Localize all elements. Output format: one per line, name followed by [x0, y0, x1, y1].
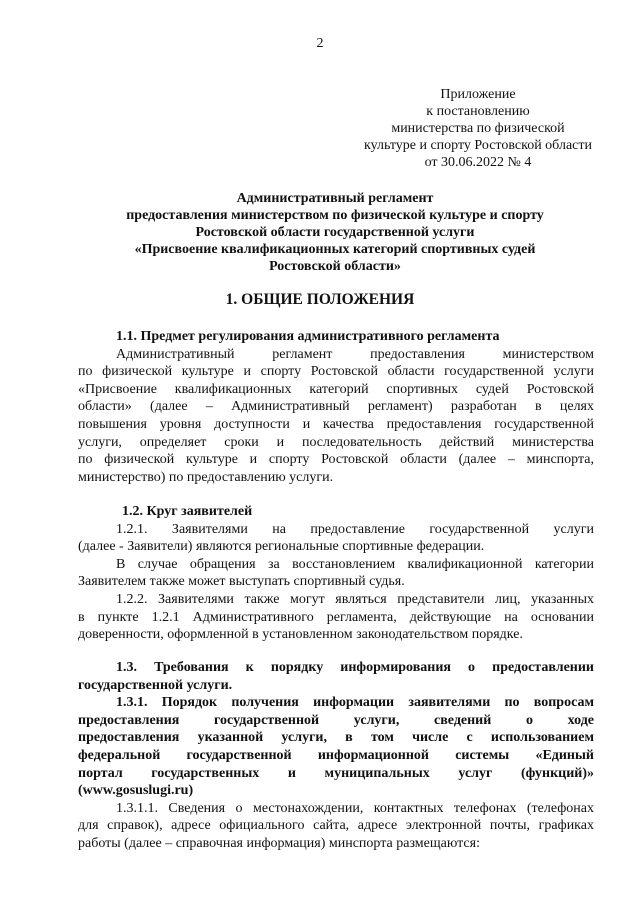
appendix-line: Приложение: [440, 87, 516, 102]
paragraph-line: министерство) по предоставлению услуги.: [78, 469, 334, 485]
paragraph-line: «Присвоение квалификационных категорий спортивных судей Ростовской: [78, 381, 594, 397]
title-line: Административный регламент: [236, 191, 434, 206]
paragraph-line: в пункте 1.2.1 Административного регламента, действующие на основании: [78, 609, 594, 625]
paragraph-line: 1.2.1. Заявителями на предоставление государственной услуги: [116, 521, 594, 537]
sub-heading-line: федеральной государственной информационной системы «Единый: [78, 747, 594, 763]
subsection-heading: государственной услуги.: [78, 677, 233, 693]
paragraph-line: 1.2.2. Заявителями также могут являться представители лиц, указанных: [116, 591, 594, 607]
sub-heading-line: 1.3.1. Порядок получения информации заявителями по вопросам: [116, 695, 594, 711]
sub-heading-line: (www.gosuslugi.ru): [78, 783, 194, 799]
paragraph-line: (далее - Заявители) являются региональные спортивные федерации.: [78, 539, 485, 555]
paragraph-line: для справок), адресе официального сайта, адресе электронной почты, графиках: [78, 818, 594, 834]
title-line: предоставления министерством по физической культуре и спорту: [126, 208, 544, 223]
title-line: Ростовской области»: [269, 259, 401, 274]
appendix-line: министерства по физической: [391, 121, 565, 136]
appendix-line: от 30.06.2022 № 4: [424, 155, 532, 170]
document-title: [70, 190, 600, 275]
subsection-1-3: [78, 659, 594, 853]
title-line: «Присвоение квалификационных категорий спортивных судей: [134, 242, 536, 257]
paragraph-line: работы (далее – справочная информация) минспорта размещаются:: [78, 835, 480, 851]
paragraph-line: услуги, определяет сроки и последовательность действий министерства: [78, 434, 594, 450]
subsection-heading: 1.2. Круг заявителей: [122, 504, 253, 519]
sub-heading-line: предоставления указанной услуги, в том числе с использованием: [78, 730, 594, 746]
subsection-1-2: [78, 503, 594, 644]
paragraph-line: области» (далее – Административный регламент) разработан в целях: [78, 399, 594, 415]
paragraph-line: Заявителем также может выступать спортивный судья.: [78, 574, 405, 590]
sub-heading-line: портал государственных и муниципальных услуг (функций)»: [78, 765, 594, 781]
paragraph-line: 1.3.1.1. Сведения о местонахождении, контактных телефонах (телефонах: [116, 800, 594, 816]
sub-heading-line: предоставления государственной услуги, сведений о ходе: [78, 712, 594, 728]
paragraph-line: по физической культуре и спорту Ростовской области (далее – минспорта,: [78, 452, 594, 468]
paragraph-line: В случае обращения за восстановлением квалификационной категории: [116, 556, 594, 572]
subsection-heading: 1.1. Предмет регулирования административного регламента: [116, 329, 500, 344]
paragraph-line: повышения уровня доступности и качества предоставления государственной: [78, 416, 594, 432]
section-heading: 1. ОБЩИЕ ПОЛОЖЕНИЯ: [225, 291, 415, 308]
subsection-heading: 1.3. Требования к порядку информирования о предоставлении: [116, 660, 594, 675]
appendix-line: культуре и спорту Ростовской области: [364, 138, 592, 153]
paragraph-line: по физической культуре и спорту Ростовской области государственной услуги: [78, 364, 594, 380]
title-line: Ростовской области государственной услуги: [195, 225, 475, 240]
page-number: 2: [316, 36, 324, 51]
paragraph-line: Административный регламент предоставления министерством: [116, 346, 594, 362]
paragraph-line: доверенности, оформленной в установленном законодательством порядке.: [78, 627, 523, 643]
appendix-note: [348, 86, 608, 171]
subsection-1-1: [78, 328, 594, 486]
appendix-line: к постановлению: [426, 104, 530, 119]
